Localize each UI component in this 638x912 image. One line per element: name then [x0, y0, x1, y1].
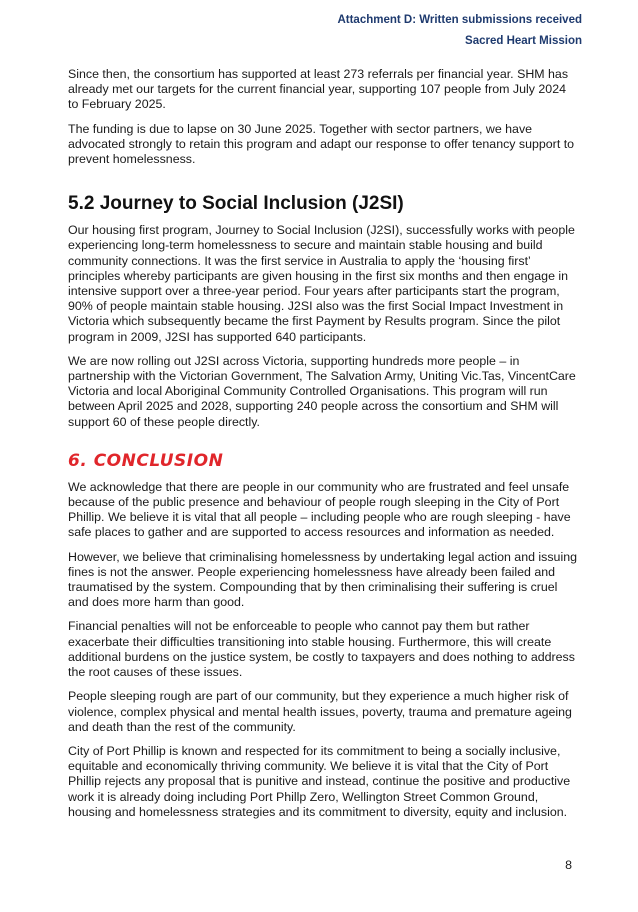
body-paragraph: Our housing first program, Journey to Social Inclusion (J2SI), successfully works with people experiencing long-term homelessness to secure and maintain stable housing and build community connections. It was the first service in Australia to apply the ‘housing first’ principles whereby participants are given housing in the first six months and then engage in intensive support over a three-year period. Four years after participants start the program, 90% of people maintain stable housing. J2SI also was the first Social Impact Investment in Victoria which subsequently became the first Payment by Results program. Since the pilot program in 2009, J2SI has supported 640 participants.	[68, 223, 575, 344]
section-heading-j2si: 5.2 Journey to Social Inclusion (J2SI)	[68, 193, 404, 215]
page-header	[337, 10, 582, 52]
organisation-name: Sacred Heart Mission	[465, 35, 582, 47]
body-paragraph: City of Port Phillip is known and respected for its commitment to being a socially inclusive, equitable and economically thriving community. We believe it is vital that the City of Port Phillip rejects any proposal that is punitive and instead, continue the positive and productive work it is already doing including Port Phillp Zero, Wellington Street Common Ground, housing and homelessness strategies and its commitment to diversity, equity and inclusion.	[68, 743, 571, 819]
body-paragraph: Financial penalties will not be enforceable to people who cannot pay them but rather exacerbate their difficulties transitioning into stable housing. Furthermore, this will create additional burdens on the justice system, be costly to taxpayers and does nothing to address the root causes of these issues.	[68, 619, 575, 680]
section-heading-conclusion: 6. CONCLUSION	[68, 450, 224, 471]
page-number: 8	[565, 858, 572, 872]
body-paragraph: Since then, the consortium has supported at least 273 referrals per financial year. SHM has already met our targets for the current financial year, supporting 107 people from July 2024 to February 2025.	[68, 67, 569, 112]
attachment-title: Attachment D: Written submissions received	[337, 14, 582, 26]
body-paragraph: We are now rolling out J2SI across Victoria, supporting hundreds more people – in partnership with the Victorian Government, The Salvation Army, Uniting Vic.Tas, VincentCare Victoria and local Aboriginal Community Controlled Organisations. This program will run between April 2025 and 2028, supporting 240 people across the consortium and SHM will support 60 of these people directly.	[68, 353, 576, 429]
document-body	[68, 67, 578, 829]
body-paragraph: People sleeping rough are part of our community, but they experience a much higher risk of violence, complex physical and mental health issues, poverty, trauma and premature ageing and death than the rest of the community.	[68, 689, 572, 734]
body-paragraph: The funding is due to lapse on 30 June 2025. Together with sector partners, we have advocated strongly to retain this program and adapt our response to offer tenancy support to prevent homelessness.	[68, 121, 575, 167]
body-paragraph: However, we believe that criminalising homelessness by undertaking legal action and issuing fines is not the answer. People experiencing homelessness have already been failed and traumatised by the system. Compounding that by then criminalising their suffering is cruel and does more harm than good.	[68, 549, 577, 610]
body-paragraph: We acknowledge that there are people in our community who are frustrated and feel unsafe because of the public presence and behaviour of people rough sleeping in the City of Port Phillip. We believe it is vital that all people – including people who are rough sleeping - have safe places to gather and are supported to access resources and information as needed.	[68, 479, 571, 540]
